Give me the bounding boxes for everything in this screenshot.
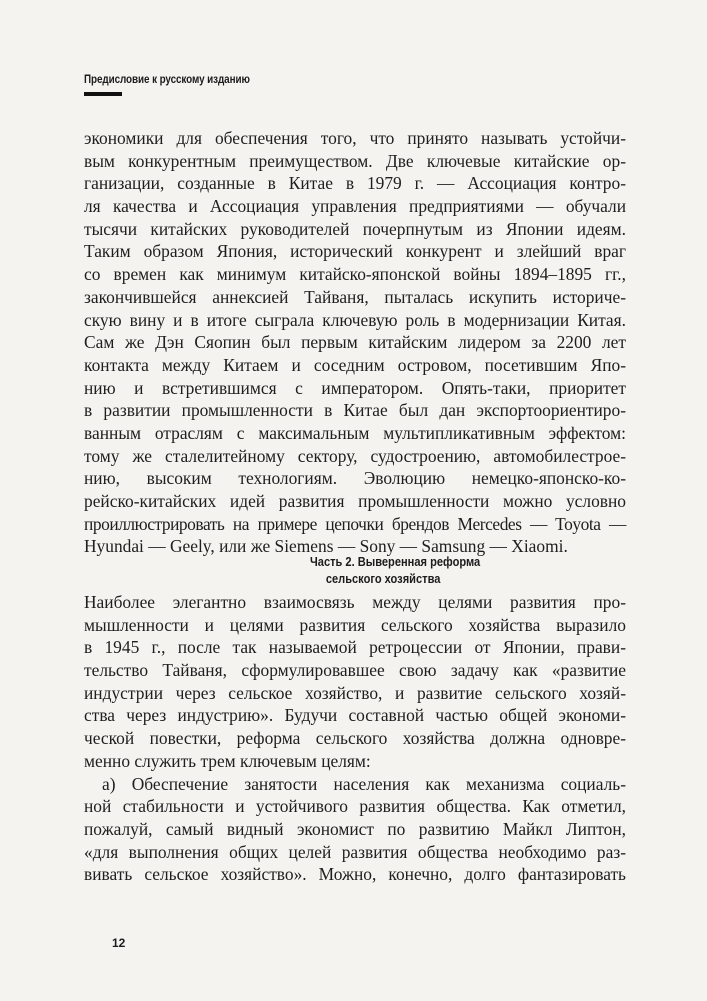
text-line: ванным отраслям с максимальным мультипликативным эффектом: xyxy=(84,422,626,443)
subheading-line-2: сельского хозяйства xyxy=(325,572,441,586)
text-line: ческой повестки, реформа сельского хозяйства должна одновре- xyxy=(84,728,626,749)
text-line: в 1945 г., после так называемой ретроцессии от Японии, прави- xyxy=(84,637,626,658)
text-line: экономики для обеспечения того, что принято называть устойчи- xyxy=(84,128,626,148)
running-head: Предисловие к русскому изданию xyxy=(84,74,250,86)
text-line: Наиболее элегантно взаимосвязь между целями развития про- xyxy=(84,592,626,612)
section-subheading xyxy=(310,554,480,588)
text-line: а) Обеспечение занятости населения как механизма социаль- xyxy=(102,773,626,794)
text-line: ства через индустрию». Будучи составной частью общей экономи- xyxy=(84,705,626,726)
text-line: Сам же Дэн Сяопин был первым китайским лидером за 2200 лет xyxy=(84,332,626,353)
text-line: нию, высоким технологиям. Эволюцию немецко-японско-ко- xyxy=(84,468,626,489)
text-line: индустрии через сельское хозяйство, и развитие сельского хозяй- xyxy=(84,682,626,703)
text-line: со времен как минимум китайско-японской войны 1894–1895 гг., xyxy=(84,264,626,285)
subheading-line-1: Часть 2. Выверенная реформа xyxy=(310,555,481,569)
text-line: вым конкурентным преимуществом. Две ключевые китайские ор- xyxy=(84,150,626,171)
text-line: менно служить трем ключевым целям: xyxy=(84,750,371,771)
page-number: 12 xyxy=(112,936,126,950)
text-line: контакта между Китаем и соседним островом, посетившим Япо- xyxy=(84,354,626,375)
text-line: «для выполнения общих целей развития общества необходимо раз- xyxy=(84,841,626,862)
text-line: пожалуй, самый видный экономист по развитию Майкл Липтон, xyxy=(84,818,626,839)
text-line: закончившейся аннексией Тайваня, пыталась искупить историче- xyxy=(84,286,626,307)
text-line: Hyundai — Geely, или же Siemens — Sony — Samsung — Xiaomi. xyxy=(84,536,568,557)
text-line: мышленности и целями развития сельского хозяйства выразило xyxy=(84,614,626,635)
paragraph-1 xyxy=(84,127,626,558)
text-line: тысячи китайских руководителей почерпнутым из Японии идеям. xyxy=(84,218,626,239)
text-line: нию и встретившимся с императором. Опять-таки, приоритет xyxy=(84,377,626,398)
text-line: ной стабильности и устойчивого развития общества. Как отметил, xyxy=(84,796,626,817)
text-line: ганизации, созданные в Китае в 1979 г. — Ассоциация контро- xyxy=(84,173,626,194)
text-line: проиллюстрировать на примере цепочки брендов Mercedes — Toyota — xyxy=(84,513,626,534)
text-line: в развитии промышленности в Китае был дан экспортоориентиро- xyxy=(84,400,626,421)
running-head-rule xyxy=(84,92,122,96)
text-line: тельство Тайваня, сформулировавшее свою задачу как «развитие xyxy=(84,660,626,681)
paragraph-2 xyxy=(84,591,626,886)
text-line: ля качества и Ассоциация управления предприятиями — обучали xyxy=(84,196,626,217)
text-line: Таким образом Япония, исторический конкурент и злейший враг xyxy=(84,241,626,262)
text-line: вивать сельское хозяйство». Можно, конечно, долго фантазировать xyxy=(84,864,626,885)
text-line: рейско-китайских идей развития промышленности можно условно xyxy=(84,491,626,511)
text-line: скую вину и в итоге сыграла ключевую роль в модернизации Китая. xyxy=(84,309,626,330)
text-line: тому же сталелитейному сектору, судостроению, автомобилестрое- xyxy=(84,445,626,466)
